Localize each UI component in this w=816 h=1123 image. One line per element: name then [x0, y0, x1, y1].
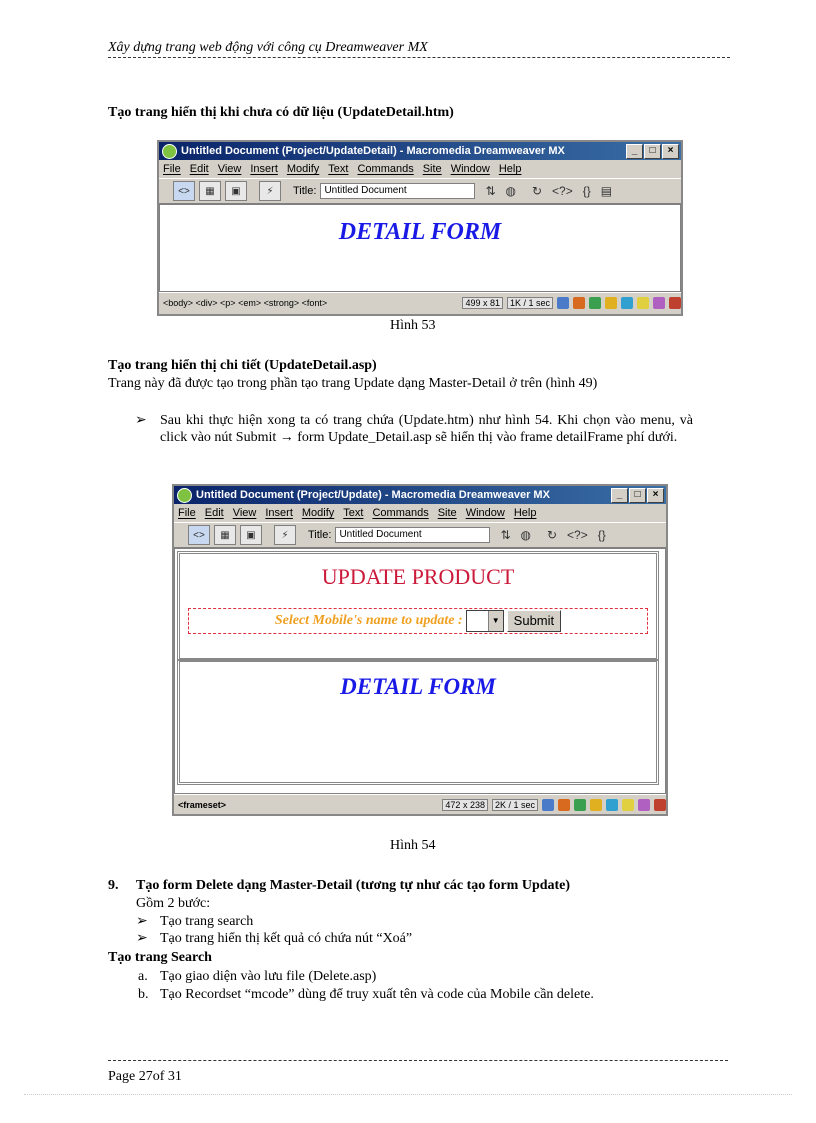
- detail-form-heading: DETAIL FORM: [340, 674, 496, 699]
- preview-icon[interactable]: ◍: [520, 528, 531, 542]
- bindings-icon[interactable]: [669, 297, 681, 309]
- figure-caption: Hình 54: [390, 838, 436, 853]
- page-number: Page 27of 31: [108, 1069, 182, 1084]
- menu-edit[interactable]: Edit: [189, 163, 209, 175]
- bullet-text: Tạo trang search: [160, 914, 254, 929]
- site-icon[interactable]: [542, 799, 554, 811]
- minimize-button[interactable]: _: [626, 144, 643, 159]
- assets-icon[interactable]: [558, 799, 570, 811]
- split-view-icon[interactable]: ▦: [199, 181, 221, 201]
- bullet-text: Sau khi thực hiện xong ta có trang chứa (Update.htm) như hình 54. Khi chọn vào menu, và click vào nút Submit → form Update_Detail.asp sẽ hiển thị vào frame detailFrame phí dưới.: [160, 413, 693, 445]
- mobile-select[interactable]: [466, 610, 504, 632]
- window-title: Untitled Document (Project/UpdateDetail) - Macromedia Dreamweaver MX: [181, 145, 565, 157]
- timeline-icon[interactable]: [589, 297, 601, 309]
- submit-button[interactable]: Submit: [507, 610, 561, 632]
- code-navigation-icon[interactable]: {}: [582, 184, 591, 198]
- tag-selector[interactable]: <frameset>: [178, 800, 227, 810]
- code-inspector-icon[interactable]: [606, 799, 618, 811]
- page-edge: [24, 1094, 792, 1095]
- menu-bar: [174, 504, 666, 522]
- design-canvas[interactable]: [174, 548, 666, 794]
- design-view-icon[interactable]: ▣: [225, 181, 247, 201]
- select-form: [188, 608, 648, 634]
- code-navigation-icon[interactable]: {}: [597, 528, 606, 542]
- download-speed: 1K / 1 sec: [507, 297, 553, 309]
- menu-bar: [159, 160, 681, 178]
- site-icon[interactable]: [557, 297, 569, 309]
- code-view-icon[interactable]: <>: [173, 181, 195, 201]
- download-speed: 2K / 1 sec: [492, 799, 538, 811]
- arrow-bullet-icon: ➢: [135, 413, 147, 428]
- window-size[interactable]: 472 x 238: [442, 799, 488, 811]
- list-item: Tạo giao diện vào lưu file (Delete.asp): [160, 969, 377, 984]
- section-heading: Tạo trang hiển thị chi tiết (UpdateDetail.asp): [108, 358, 377, 373]
- document-toolbar: [159, 178, 681, 204]
- menu-site[interactable]: Site: [422, 163, 442, 175]
- section-number: 9.: [108, 878, 119, 893]
- menu-help[interactable]: Help: [498, 163, 522, 175]
- refresh-icon[interactable]: ↻: [531, 184, 543, 198]
- refresh-icon[interactable]: ↻: [546, 528, 558, 542]
- section-heading: Tạo form Delete dạng Master-Detail (tương tự như các tạo form Update): [136, 878, 571, 893]
- list-item: Tạo Recordset “mcode” dùng để truy xuất tên và code của Mobile cần delete.: [160, 987, 594, 1002]
- title-bar: [159, 142, 681, 160]
- tag-selector[interactable]: <body> <div> <p> <em> <strong> <font>: [163, 298, 328, 308]
- title-input[interactable]: Untitled Document: [320, 183, 475, 199]
- reference-icon[interactable]: <?>: [552, 184, 573, 198]
- menu-text[interactable]: Text: [328, 163, 349, 175]
- title-input[interactable]: Untitled Document: [335, 527, 490, 543]
- chevron-down-icon[interactable]: ▼: [488, 611, 503, 631]
- design-canvas[interactable]: [159, 204, 681, 292]
- title-label: Title:: [308, 529, 332, 541]
- code-view-icon[interactable]: <>: [188, 525, 210, 545]
- select-label: Select Mobile's name to update :: [274, 613, 463, 628]
- arrow-bullet-icon: ➢: [136, 931, 148, 946]
- minimize-button[interactable]: _: [611, 488, 628, 503]
- paragraph: Gồm 2 bước:: [136, 896, 211, 911]
- live-data-icon[interactable]: ⚡: [274, 525, 296, 545]
- preview-icon[interactable]: ◍: [505, 184, 516, 198]
- file-management-icon[interactable]: ⇅: [485, 184, 496, 198]
- view-options-icon[interactable]: ▤: [600, 184, 613, 198]
- menu-modify[interactable]: Modify: [286, 163, 320, 175]
- dreamweaver-window: [157, 140, 683, 316]
- list-label: b.: [138, 987, 149, 1002]
- live-data-icon[interactable]: ⚡: [259, 181, 281, 201]
- status-bar: [174, 794, 666, 815]
- document-toolbar: [174, 522, 666, 548]
- window-title: Untitled Document (Project/Update) - Macromedia Dreamweaver MX: [196, 489, 550, 501]
- menu-commands[interactable]: Commands: [372, 507, 429, 519]
- behaviors-icon[interactable]: [590, 799, 602, 811]
- figure-caption: Hình 53: [390, 318, 436, 333]
- components-icon[interactable]: [638, 799, 650, 811]
- bindings-icon[interactable]: [654, 799, 666, 811]
- code-inspector-icon[interactable]: [621, 297, 633, 309]
- file-management-icon[interactable]: ⇅: [500, 528, 511, 542]
- dreamweaver-icon: [177, 488, 192, 503]
- menu-window[interactable]: Window: [465, 507, 505, 519]
- menu-edit[interactable]: Edit: [204, 507, 224, 519]
- server-behaviors-icon[interactable]: [622, 799, 634, 811]
- menu-view[interactable]: View: [232, 507, 257, 519]
- update-product-heading: UPDATE PRODUCT: [321, 564, 515, 589]
- close-button[interactable]: ×: [647, 488, 664, 503]
- menu-insert[interactable]: Insert: [250, 163, 278, 175]
- menu-file[interactable]: File: [178, 507, 196, 519]
- menu-view[interactable]: View: [217, 163, 242, 175]
- menu-file[interactable]: File: [163, 163, 181, 175]
- menu-insert[interactable]: Insert: [265, 507, 293, 519]
- list-label: a.: [138, 969, 148, 984]
- menu-text[interactable]: Text: [343, 507, 364, 519]
- arrow-bullet-icon: ➢: [136, 914, 148, 929]
- timeline-icon[interactable]: [574, 799, 586, 811]
- dreamweaver-window: [172, 484, 668, 816]
- menu-window[interactable]: Window: [450, 163, 490, 175]
- maximize-button[interactable]: □: [644, 144, 661, 159]
- detail-form-heading: DETAIL FORM: [338, 219, 502, 245]
- server-behaviors-icon[interactable]: [637, 297, 649, 309]
- components-icon[interactable]: [653, 297, 665, 309]
- page-header: Xây dựng trang web động với công cụ Dreamweaver MX: [108, 40, 730, 58]
- maximize-button[interactable]: □: [629, 488, 646, 503]
- section-heading: Tạo trang Search: [108, 950, 212, 965]
- dreamweaver-icon: [162, 144, 177, 159]
- title-label: Title:: [293, 185, 317, 197]
- reference-icon[interactable]: <?>: [567, 528, 588, 542]
- status-bar: [159, 292, 681, 313]
- design-view-icon[interactable]: ▣: [240, 525, 262, 545]
- menu-modify[interactable]: Modify: [301, 507, 335, 519]
- section-heading: Tạo trang hiển thị khi chưa có dữ liệu (UpdateDetail.htm): [108, 105, 454, 120]
- close-button[interactable]: ×: [662, 144, 679, 159]
- top-frame[interactable]: [177, 551, 659, 661]
- bullet-text: Tạo trang hiển thị kết quả có chứa nút “Xoá”: [160, 931, 413, 946]
- footer-rule: [108, 1060, 728, 1061]
- menu-site[interactable]: Site: [437, 507, 457, 519]
- title-bar: [174, 486, 666, 504]
- paragraph: Trang này đã được tạo trong phần tạo trang Update dạng Master-Detail ở trên (hình 49): [108, 376, 598, 391]
- window-size[interactable]: 499 x 81: [462, 297, 503, 309]
- menu-commands[interactable]: Commands: [357, 163, 414, 175]
- behaviors-icon[interactable]: [605, 297, 617, 309]
- assets-icon[interactable]: [573, 297, 585, 309]
- menu-help[interactable]: Help: [513, 507, 537, 519]
- split-view-icon[interactable]: ▦: [214, 525, 236, 545]
- detail-frame[interactable]: [177, 659, 659, 785]
